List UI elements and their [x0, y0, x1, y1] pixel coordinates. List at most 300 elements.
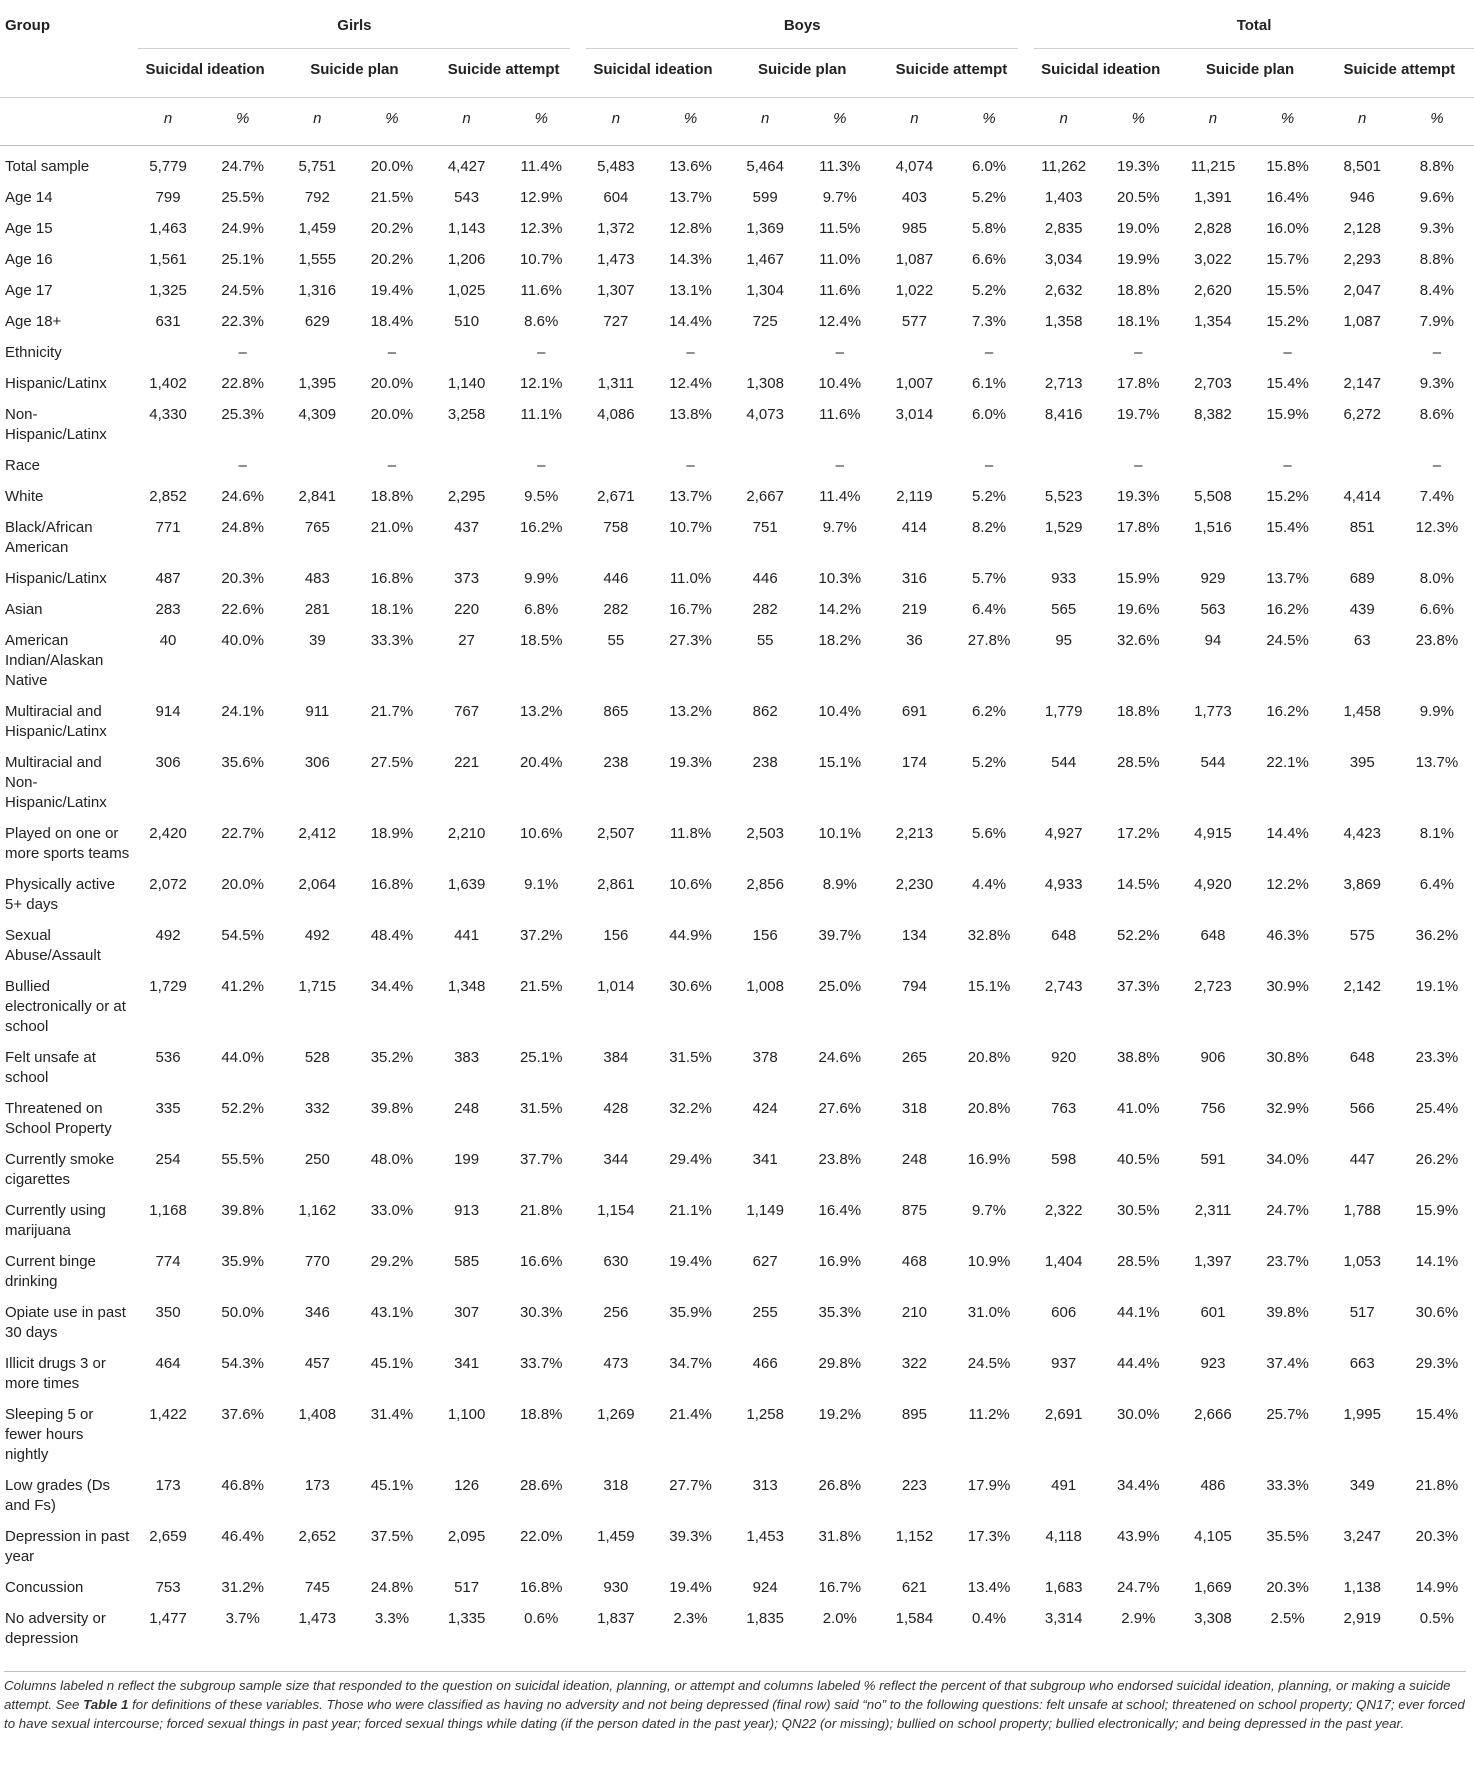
cell-n: 447: [1349, 1150, 1375, 1168]
cell-percent: 19.3%: [1117, 487, 1160, 505]
cell-percent: 24.7%: [221, 157, 264, 175]
cell-n: 1,087: [1343, 312, 1381, 330]
cell-n: 2,632: [1044, 281, 1083, 299]
cell-n: 1,773: [1194, 702, 1232, 720]
cell-percent: –: [1432, 456, 1442, 474]
subgroup-header-cell: [280, 50, 429, 97]
cell-percent: 19.7%: [1117, 405, 1160, 423]
cell-percent: 8.2%: [971, 518, 1007, 536]
cell-n: 1,422: [149, 1405, 187, 1423]
cell-percent: 16.7%: [669, 600, 712, 618]
cell-n: 2,666: [1194, 1405, 1232, 1423]
cell-n: 1,335: [447, 1609, 486, 1627]
subgroup-header-cell: [578, 50, 727, 97]
cell-percent: 13.1%: [669, 281, 712, 299]
cell-n: 395: [1349, 753, 1375, 771]
cell-percent: 2.9%: [1121, 1609, 1156, 1627]
pct-column-header: %: [504, 97, 578, 145]
n-column-header: n: [130, 97, 205, 145]
cell-percent: 39.8%: [370, 1099, 414, 1117]
cell-n: 346: [304, 1303, 330, 1321]
cell-n: 428: [603, 1099, 629, 1117]
cell-n: 598: [1051, 1150, 1077, 1168]
cell-n: 985: [901, 219, 927, 237]
cell-n: 920: [1051, 1048, 1077, 1066]
cell-percent: 6.1%: [971, 374, 1007, 392]
cell-n: 1,025: [447, 281, 486, 299]
cell-percent: 6.4%: [1419, 875, 1454, 893]
table-row: [0, 813, 1474, 864]
cell-percent: 14.4%: [1266, 824, 1309, 842]
cell-percent: 44.1%: [1117, 1303, 1160, 1321]
row-label: Total sample: [5, 157, 90, 175]
cell-percent: 8.1%: [1419, 824, 1454, 842]
cell-percent: 19.6%: [1117, 600, 1160, 618]
cell-n: 770: [304, 1252, 330, 1270]
cell-n: [1175, 445, 1250, 476]
cell-n: 929: [1200, 569, 1226, 587]
cell-percent: 45.1%: [370, 1476, 414, 1494]
cell-n: 248: [454, 1099, 480, 1117]
cell-percent: 15.2%: [1266, 312, 1309, 330]
row-label: Played on one or more sports teams: [5, 824, 130, 862]
cell-percent: 28.5%: [1117, 753, 1160, 771]
cell-n: 1,683: [1044, 1578, 1083, 1596]
cell-n: 1,168: [149, 1201, 187, 1219]
row-label: Age 17: [5, 281, 53, 299]
table-row: [0, 589, 1474, 620]
cell-percent: 20.3%: [1266, 1578, 1309, 1596]
cell-n: 3,247: [1343, 1527, 1381, 1545]
cell-n: 799: [155, 188, 181, 206]
cell-percent: –: [984, 456, 994, 474]
cell-percent: 8.8%: [1419, 250, 1454, 268]
cell-n: 4,427: [447, 157, 486, 175]
row-label: Age 18+: [5, 312, 62, 330]
cell-percent: 30.5%: [1117, 1201, 1160, 1219]
cell-n: 648: [1349, 1048, 1375, 1066]
cell-n: 2,322: [1044, 1201, 1083, 1219]
cell-percent: 10.4%: [818, 702, 862, 720]
cell-n: 2,507: [597, 824, 635, 842]
cell-percent: 50.0%: [221, 1303, 264, 1321]
cell-percent: –: [835, 343, 844, 361]
cell-n: 937: [1051, 1354, 1077, 1372]
subgroup-header-cell: [1026, 50, 1175, 97]
row-label: No adversity or depression: [5, 1609, 106, 1647]
cell-n: [1325, 445, 1400, 476]
cell-n: 689: [1349, 569, 1375, 587]
cell-n: 1,516: [1194, 518, 1232, 536]
cell-n: 930: [603, 1578, 629, 1596]
cell-percent: 34.4%: [370, 977, 414, 995]
cell-n: 727: [603, 312, 629, 330]
table-row: [0, 145, 1474, 177]
cell-n: 5,483: [597, 157, 635, 175]
cell-percent: 15.7%: [1266, 250, 1309, 268]
cell-percent: 52.2%: [221, 1099, 264, 1117]
row-label: Multiracial and Non-Hispanic/Latinx: [5, 753, 107, 811]
cell-n: 577: [901, 312, 927, 330]
cell-percent: 16.9%: [967, 1150, 1011, 1168]
table-row: [0, 966, 1474, 1037]
cell-n: [130, 332, 205, 363]
table-row: [0, 270, 1474, 301]
cell-n: 2,213: [895, 824, 934, 842]
n-column-header: n: [429, 97, 504, 145]
cell-percent: 18.5%: [519, 631, 563, 649]
cell-percent: 5.6%: [971, 824, 1007, 842]
cell-n: 1,354: [1194, 312, 1232, 330]
cell-percent: 33.7%: [519, 1354, 563, 1372]
cell-n: 2,723: [1194, 977, 1232, 995]
cell-percent: 5.2%: [971, 487, 1007, 505]
cell-percent: –: [537, 343, 546, 361]
cell-n: [429, 332, 504, 363]
cell-n: 1,473: [298, 1609, 337, 1627]
cell-percent: 34.4%: [1117, 1476, 1160, 1494]
cell-n: 350: [155, 1303, 181, 1321]
cell-n: 1,358: [1044, 312, 1083, 330]
cell-n: 563: [1200, 600, 1226, 618]
cell-percent: 29.4%: [669, 1150, 712, 1168]
cell-n: 63: [1353, 631, 1371, 649]
cell-percent: 11.4%: [819, 487, 861, 505]
cell-n: 446: [752, 569, 778, 587]
cell-n: 599: [752, 188, 778, 206]
table-row: [0, 558, 1474, 589]
cell-n: 8,416: [1044, 405, 1083, 423]
cell-percent: 11.0%: [819, 250, 861, 268]
row-label: Black/African American: [5, 518, 93, 556]
subgroup-header-cell: [429, 50, 578, 97]
row-label: Age 15: [5, 219, 53, 237]
cell-percent: 17.3%: [967, 1527, 1011, 1545]
group-header-boys: Boys: [586, 17, 1018, 49]
cell-n: 487: [155, 569, 181, 587]
boys-header-cell: [578, 4, 1026, 50]
cell-percent: 15.4%: [1415, 1405, 1459, 1423]
subgroup-header-total-attempt: Suicide attempt: [1343, 61, 1456, 78]
cell-percent: –: [1134, 343, 1143, 361]
cell-n: 2,828: [1194, 219, 1232, 237]
cell-percent: 22.8%: [221, 374, 264, 392]
cell-percent: 35.6%: [221, 753, 264, 771]
cell-n: 794: [901, 977, 927, 995]
cell-n: 441: [454, 926, 480, 944]
cell-percent: 33.0%: [370, 1201, 414, 1219]
cell-n: 3,314: [1044, 1609, 1083, 1627]
row-label: Illicit drugs 3 or more times: [5, 1354, 106, 1392]
subgroup-header-cell: [1175, 50, 1324, 97]
cell-n: 322: [901, 1354, 927, 1372]
subgroup-header-boys-plan: Suicide plan: [758, 61, 847, 78]
row-label: Age 16: [5, 250, 53, 268]
cell-n: 256: [603, 1303, 629, 1321]
cell-percent: 33.3%: [1266, 1476, 1309, 1494]
cell-percent: 27.7%: [669, 1476, 712, 1494]
subgroup-header-girls-ideation: Suicidal ideation: [145, 61, 265, 78]
cell-n: 591: [1200, 1150, 1226, 1168]
cell-percent: 24.7%: [1117, 1578, 1160, 1596]
cell-percent: 18.2%: [818, 631, 862, 649]
cell-percent: 6.4%: [971, 600, 1007, 618]
cell-n: 2,420: [149, 824, 187, 842]
cell-n: 5,464: [746, 157, 784, 175]
cell-percent: 25.1%: [221, 250, 264, 268]
cell-n: 585: [454, 1252, 480, 1270]
cell-n: [1026, 332, 1101, 363]
cell-percent: 6.6%: [1419, 600, 1454, 618]
cell-n: 307: [454, 1303, 480, 1321]
cell-n: 517: [454, 1578, 480, 1596]
cell-percent: 12.3%: [1415, 518, 1459, 536]
cell-percent: 10.3%: [818, 569, 862, 587]
row-label: Low grades (Ds and Fs): [5, 1476, 111, 1514]
n-column-header: n: [280, 97, 355, 145]
cell-n: 373: [454, 569, 480, 587]
cell-n: 3,022: [1194, 250, 1232, 268]
cell-percent: 16.2%: [1266, 600, 1309, 618]
cell-n: 4,933: [1044, 875, 1083, 893]
cell-n: [280, 332, 355, 363]
cell-n: 2,852: [149, 487, 187, 505]
cell-percent: –: [1283, 343, 1292, 361]
cell-n: 1,779: [1044, 702, 1083, 720]
cell-n: 924: [752, 1578, 778, 1596]
cell-n: 1,458: [1343, 702, 1381, 720]
table-row: [0, 1190, 1474, 1241]
cell-n: 758: [603, 518, 629, 536]
cell-n: 1,463: [149, 219, 187, 237]
cell-percent: 0.6%: [524, 1609, 559, 1627]
cell-percent: 18.1%: [1117, 312, 1160, 330]
cell-percent: 35.3%: [818, 1303, 862, 1321]
cell-percent: 32.9%: [1266, 1099, 1309, 1117]
cell-n: 174: [901, 753, 927, 771]
cell-percent: 25.0%: [818, 977, 862, 995]
cell-percent: 21.5%: [519, 977, 563, 995]
cell-percent: 13.6%: [669, 157, 712, 175]
cell-n: 318: [901, 1099, 927, 1117]
cell-n: 1,669: [1194, 1578, 1232, 1596]
cell-percent: 19.4%: [370, 281, 414, 299]
cell-percent: 3.7%: [225, 1609, 260, 1627]
cell-n: 601: [1200, 1303, 1226, 1321]
cell-n: 173: [155, 1476, 181, 1494]
table-row: [0, 476, 1474, 507]
cell-n: 94: [1204, 631, 1222, 649]
n-column-header: n: [1026, 97, 1101, 145]
cell-percent: 27.6%: [818, 1099, 862, 1117]
table-row: [0, 1567, 1474, 1598]
cell-n: 492: [155, 926, 181, 944]
cell-percent: 9.5%: [524, 487, 559, 505]
cell-percent: 17.9%: [967, 1476, 1011, 1494]
cell-percent: 22.6%: [221, 600, 264, 618]
footnote-table-link[interactable]: Table 1: [83, 1697, 129, 1712]
cell-percent: 18.8%: [370, 487, 414, 505]
cell-n: 238: [603, 753, 629, 771]
cell-percent: 20.8%: [967, 1048, 1011, 1066]
cell-percent: 34.0%: [1266, 1150, 1309, 1168]
cell-percent: 44.9%: [669, 926, 712, 944]
cell-percent: 30.0%: [1117, 1405, 1160, 1423]
cell-n: 621: [901, 1578, 927, 1596]
row-label: Physically active 5+ days: [5, 875, 116, 913]
table-row: [0, 1088, 1474, 1139]
cell-percent: 28.6%: [519, 1476, 563, 1494]
cell-percent: 15.1%: [967, 977, 1011, 995]
cell-percent: 5.7%: [971, 569, 1007, 587]
cell-n: 95: [1055, 631, 1073, 649]
cell-percent: 19.2%: [818, 1405, 862, 1423]
cell-n: 763: [1051, 1099, 1077, 1117]
cell-percent: 27.8%: [967, 631, 1011, 649]
cell-n: 446: [603, 569, 629, 587]
cell-percent: 24.8%: [370, 1578, 414, 1596]
cell-percent: 24.8%: [221, 518, 264, 536]
cell-n: 1,149: [746, 1201, 784, 1219]
cell-percent: 22.3%: [221, 312, 264, 330]
cell-n: 946: [1349, 188, 1375, 206]
cell-n: 39: [308, 631, 326, 649]
cell-n: 4,920: [1194, 875, 1232, 893]
cell-n: 771: [155, 518, 181, 536]
cell-percent: 21.5%: [370, 188, 414, 206]
cell-percent: –: [984, 343, 994, 361]
cell-percent: 31.0%: [967, 1303, 1011, 1321]
cell-n: 2,095: [447, 1527, 486, 1545]
subgroup-header-cell: [877, 50, 1026, 97]
footnote-part2: for definitions of these variables. Those who were classified as having no adversity and not being depressed (final row) said “no” to the following questions: felt unsafe at school; threatened on school property; QN17; ever forced to have sexual intercourse; forced sexual things in past year; forced sexual things while dating (if the person dated in the past year); QN22 (or missing); bullied on school property; bullied electronically; and being depressed in the past year.: [4, 1697, 1465, 1731]
cell-percent: 7.3%: [971, 312, 1007, 330]
cell-percent: 24.5%: [221, 281, 264, 299]
cell-percent: 41.0%: [1117, 1099, 1160, 1117]
cell-n: 1,022: [895, 281, 934, 299]
cell-n: 575: [1349, 926, 1375, 944]
cell-percent: 54.3%: [221, 1354, 264, 1372]
cell-n: 630: [603, 1252, 629, 1270]
cell-percent: 30.6%: [1415, 1303, 1459, 1321]
subgroup-header-cell: [130, 50, 279, 97]
table-row: [0, 394, 1474, 445]
cell-n: [1325, 332, 1400, 363]
cell-n: 2,652: [298, 1527, 337, 1545]
cell-n: 914: [155, 702, 181, 720]
cell-n: 4,414: [1343, 487, 1381, 505]
cell-n: 1,403: [1044, 188, 1083, 206]
row-label: Current binge drinking: [5, 1252, 96, 1290]
cell-percent: 18.9%: [370, 824, 414, 842]
cell-n: 865: [603, 702, 629, 720]
cell-n: 349: [1349, 1476, 1375, 1494]
group-header-total: Total: [1034, 17, 1474, 49]
cell-n: 648: [1200, 926, 1226, 944]
cell-percent: 31.5%: [519, 1099, 563, 1117]
cell-n: 1,404: [1044, 1252, 1083, 1270]
cell-n: 753: [155, 1578, 181, 1596]
cell-percent: 29.3%: [1415, 1354, 1459, 1372]
cell-n: 1,143: [447, 219, 486, 237]
subgroup-header-cell: [1325, 50, 1474, 97]
cell-percent: 16.7%: [818, 1578, 862, 1596]
cell-percent: 15.9%: [1266, 405, 1309, 423]
cell-percent: 20.0%: [370, 405, 414, 423]
cell-n: 255: [752, 1303, 778, 1321]
cell-n: [429, 445, 504, 476]
cell-percent: 12.9%: [519, 188, 563, 206]
subgroup-header-boys-ideation: Suicidal ideation: [593, 61, 713, 78]
cell-percent: 7.9%: [1419, 312, 1454, 330]
cell-n: 238: [752, 753, 778, 771]
table-row: [0, 445, 1474, 476]
cell-n: [280, 445, 355, 476]
cell-n: 473: [603, 1354, 629, 1372]
cell-n: 4,105: [1194, 1527, 1232, 1545]
cell-percent: 37.3%: [1117, 977, 1160, 995]
cell-percent: 22.1%: [1266, 753, 1309, 771]
cell-percent: 17.2%: [1117, 824, 1160, 842]
cell-percent: 31.5%: [669, 1048, 712, 1066]
cell-percent: 11.0%: [669, 569, 712, 587]
cell-percent: 25.4%: [1415, 1099, 1459, 1117]
cell-n: 1,639: [447, 875, 486, 893]
pct-column-header: %: [653, 97, 727, 145]
cell-n: 663: [1349, 1354, 1375, 1372]
cell-percent: 9.7%: [822, 188, 857, 206]
n-column-header: n: [877, 97, 952, 145]
cell-n: 437: [454, 518, 480, 536]
cell-percent: 15.2%: [1266, 487, 1309, 505]
cell-percent: 16.2%: [1266, 702, 1309, 720]
cell-n: 36: [906, 631, 923, 649]
cell-percent: 40.0%: [221, 631, 264, 649]
cell-n: 378: [752, 1048, 778, 1066]
cell-percent: 20.3%: [1415, 1527, 1459, 1545]
cell-percent: 2.3%: [673, 1609, 708, 1627]
cell-n: 1,014: [597, 977, 635, 995]
cell-percent: 23.8%: [1415, 631, 1459, 649]
cell-percent: 32.8%: [967, 926, 1011, 944]
cell-n: 318: [603, 1476, 629, 1494]
cell-n: 765: [304, 518, 330, 536]
table-row: [0, 1139, 1474, 1190]
cell-n: 745: [304, 1578, 330, 1596]
cell-n: 1,459: [597, 1527, 635, 1545]
cell-percent: 37.6%: [221, 1405, 264, 1423]
cell-n: [728, 445, 803, 476]
subgroup-header-blank: [0, 50, 130, 97]
cell-percent: 24.6%: [221, 487, 264, 505]
row-label: Ethnicity: [5, 343, 62, 361]
table-row: [0, 1292, 1474, 1343]
n-pct-header-blank: [0, 97, 130, 145]
cell-percent: 7.4%: [1419, 487, 1454, 505]
cell-percent: 14.2%: [818, 600, 862, 618]
cell-percent: 30.6%: [669, 977, 712, 995]
row-label: Sexual Abuse/Assault: [5, 926, 101, 964]
cell-percent: 37.5%: [370, 1527, 414, 1545]
cell-percent: 16.8%: [519, 1578, 563, 1596]
cell-n: 1,529: [1044, 518, 1083, 536]
cell-percent: 0.4%: [971, 1609, 1007, 1627]
cell-n: 875: [901, 1201, 927, 1219]
cell-percent: 30.8%: [1266, 1048, 1309, 1066]
pct-column-header: %: [803, 97, 877, 145]
cell-n: 439: [1349, 600, 1375, 618]
cell-percent: 20.8%: [967, 1099, 1011, 1117]
